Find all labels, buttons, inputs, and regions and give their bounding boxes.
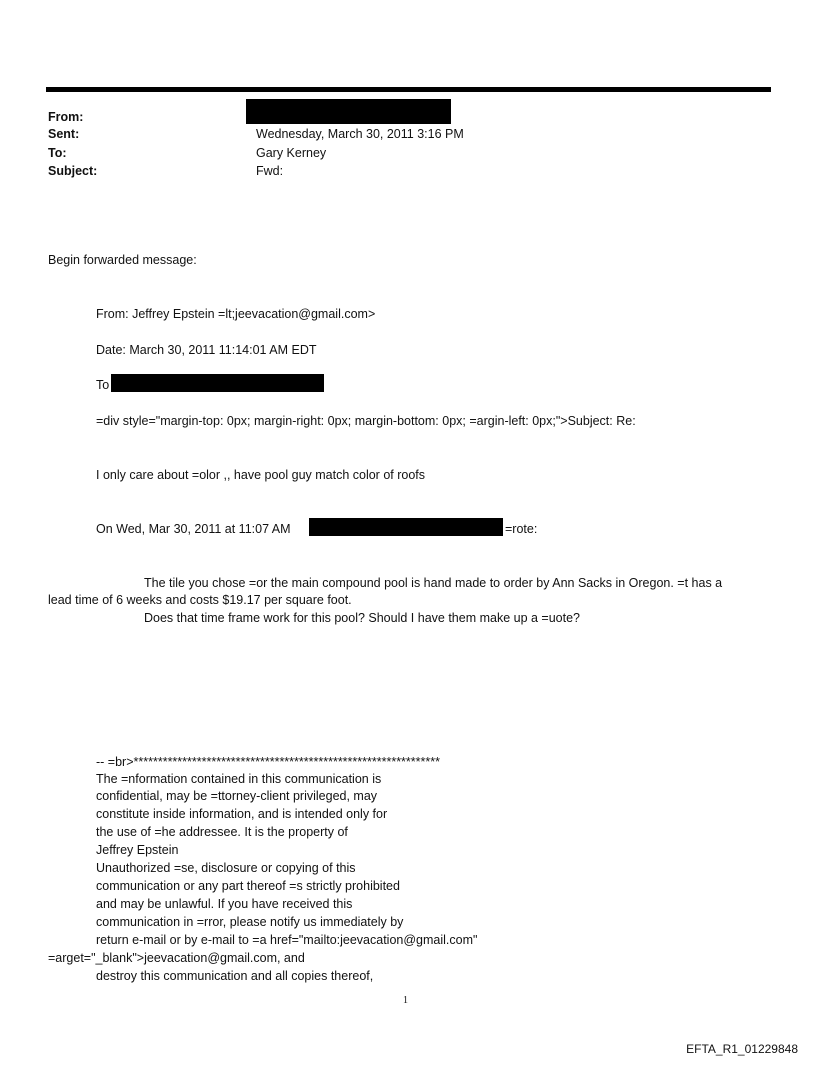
forwarded-date: Date: March 30, 2011 11:14:01 AM EDT xyxy=(96,343,317,357)
document-id: EFTA_R1_01229848 xyxy=(686,1042,798,1056)
disclaimer-line: communication or any part thereof =s strictly prohibited xyxy=(96,879,400,893)
disclaimer-tail: =arget="_blank">jeevacation@gmail.com, and xyxy=(48,951,305,965)
subject-label: Subject: xyxy=(48,164,98,178)
forwarded-from: From: Jeffrey Epstein =lt;jeevacation@gmail.com> xyxy=(96,307,376,321)
reply-text: I only care about =olor ,, have pool guy match color of roofs xyxy=(96,468,426,482)
forward-intro: Begin forwarded message: xyxy=(48,253,197,267)
redacted-sender xyxy=(309,518,503,536)
disclaimer-line: return e-mail or by e-mail to =a href="mailto:jeevacation@gmail.com" xyxy=(96,933,478,947)
disclaimer-line: confidential, may be =ttorney-client privileged, may xyxy=(96,789,378,803)
to-label: To: xyxy=(48,146,67,160)
disclaimer-line: and may be unlawful. If you have received this xyxy=(96,897,353,911)
to-value: Gary Kerney xyxy=(256,146,327,160)
sent-value: Wednesday, March 30, 2011 3:16 PM xyxy=(256,127,464,141)
from-label: From: xyxy=(48,110,84,124)
redacted-to xyxy=(111,374,324,392)
redacted-from xyxy=(246,99,451,124)
disclaimer-line: Unauthorized =se, disclosure or copying of this xyxy=(96,861,356,875)
sent-label: Sent: xyxy=(48,127,80,141)
quoted-header-rote: =rote: xyxy=(505,522,538,536)
disclaimer-line: communication in =rror, please notify us immediately by xyxy=(96,915,404,929)
forwarded-to: To xyxy=(96,378,110,392)
disclaimer-line: constitute inside information, and is intended only for xyxy=(96,807,388,821)
div-style-line: =div style="margin-top: 0px; margin-right: 0px; margin-bottom: 0px; =argin-left: 0px;">Subject: Re: xyxy=(96,414,636,428)
tile-paragraph-line-1: The tile you chose =or the main compound pool is hand made to order by Ann Sacks in Oregon. =t has a xyxy=(144,576,723,590)
disclaimer-line: Jeffrey Epstein xyxy=(96,843,179,857)
quoted-header: On Wed, Mar 30, 2011 at 11:07 AM xyxy=(96,522,291,536)
disclaimer-last: destroy this communication and all copies thereof, xyxy=(96,969,374,983)
tile-paragraph-line-2: lead time of 6 weeks and costs $19.17 per square foot. xyxy=(48,593,352,607)
disclaimer-line: The =nformation contained in this communication is xyxy=(96,772,382,786)
tile-paragraph-line-3: Does that time frame work for this pool? Should I have them make up a =uote? xyxy=(144,611,580,625)
header-rule xyxy=(46,87,771,92)
page-number: 1 xyxy=(403,995,408,1006)
subject-value: Fwd: xyxy=(256,164,284,178)
disclaimer-line: -- =br>*************************************************************** xyxy=(96,755,440,769)
disclaimer-line: the use of =he addressee. It is the property of xyxy=(96,825,348,839)
